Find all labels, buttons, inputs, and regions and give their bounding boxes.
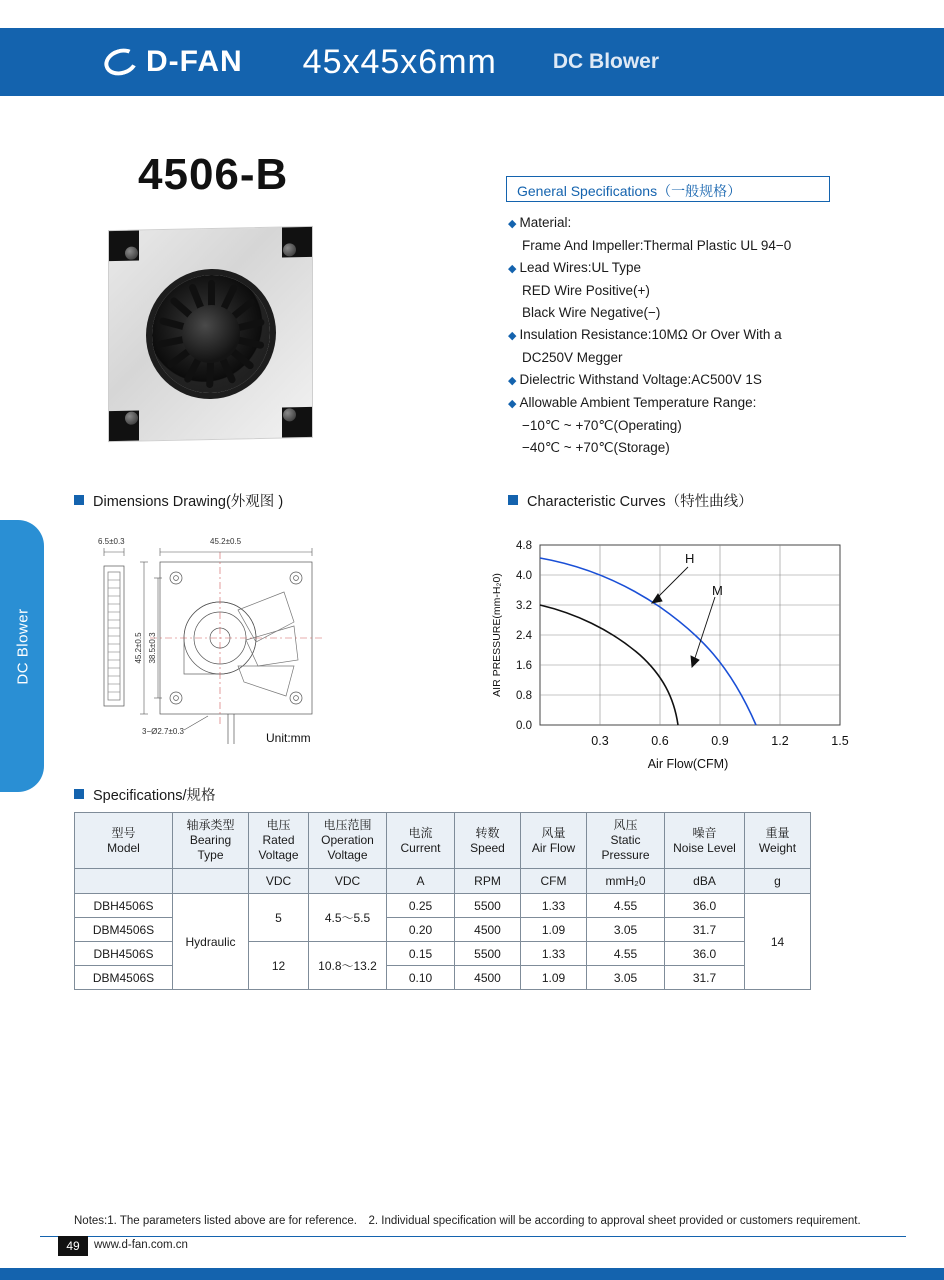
th-model	[75, 813, 173, 869]
cell-model: DBM4506S	[75, 966, 173, 990]
dimensions-section-heading	[74, 490, 283, 511]
bottom-bar	[0, 1268, 944, 1280]
dimensions-drawing	[88, 530, 448, 770]
cell-model: DBH4506S	[75, 942, 173, 966]
cell-speed: 4500	[455, 918, 521, 942]
x-tick: 0.3	[591, 734, 609, 748]
unit-operation-voltage: VDC	[309, 869, 387, 894]
gs-item: Lead Wires:UL Type	[519, 260, 642, 275]
specifications-section-heading	[74, 784, 216, 805]
cell-current: 0.25	[387, 894, 455, 918]
unit-current: A	[387, 869, 455, 894]
y-tick: 4.8	[516, 540, 532, 552]
blue-square-icon	[508, 495, 518, 505]
th-speed-en: Speed	[470, 840, 505, 855]
general-specifications-heading: General Specifications（一般规格）	[517, 183, 742, 199]
dim-width-label: 45.2±0.5	[210, 537, 242, 546]
cell-weight: 14	[745, 894, 811, 990]
cell-rated-voltage: 12	[249, 942, 309, 990]
cell-bearing: Hydraulic	[173, 894, 249, 990]
diamond-bullet-icon: ◆	[508, 263, 517, 275]
general-specifications-heading-box	[506, 176, 830, 202]
cell-noise: 31.7	[665, 966, 745, 990]
cell-pressure: 4.55	[587, 894, 665, 918]
diamond-bullet-icon: ◆	[508, 375, 517, 387]
th-rated-voltage-cn: 电压	[266, 818, 291, 832]
x-tick: 0.6	[651, 734, 669, 748]
page-header	[0, 28, 944, 96]
y-tick: 3.2	[516, 600, 532, 612]
brand-logo	[104, 45, 243, 79]
cell-operation-voltage: 4.5～5.5	[309, 894, 387, 942]
th-noise-cn: 噪音	[692, 825, 717, 840]
gs-item: −10℃ ~ +70℃(Operating)	[522, 418, 682, 433]
side-tab-label: DC Blower	[14, 608, 32, 685]
th-rated-voltage: 电压 Rated Voltage	[249, 813, 309, 869]
th-speed	[455, 813, 521, 869]
unit-pressure: mmH₂0	[587, 869, 665, 894]
gs-item: DC250V Megger	[522, 350, 623, 365]
table-header-row	[75, 813, 811, 869]
th-noise-en: Noise Level	[673, 840, 736, 855]
gs-item: Black Wire Negative(−)	[522, 305, 661, 320]
brand-name: D-FAN	[146, 45, 243, 78]
th-current-en: Current	[400, 840, 441, 855]
cell-current: 0.15	[387, 942, 455, 966]
product-photo	[108, 226, 313, 442]
cell-rated-voltage: 5	[249, 894, 309, 942]
dim-height-label: 45.2±0.5	[134, 632, 143, 664]
th-operation-voltage-cn: 电压范围	[323, 818, 372, 832]
impeller	[152, 274, 270, 394]
side-tab-dc-blower	[0, 520, 44, 792]
th-bearing-cn: 轴承类型	[186, 818, 235, 832]
cell-speed: 5500	[455, 942, 521, 966]
dim-thickness-label: 6.5±0.3	[98, 537, 125, 546]
page-subtitle: DC Blower	[552, 50, 660, 73]
cell-pressure: 3.05	[587, 918, 665, 942]
cell-noise: 36.0	[665, 942, 745, 966]
th-current-cn: 电流	[408, 825, 433, 840]
gs-item: Allowable Ambient Temperature Range:	[519, 395, 757, 410]
th-airflow	[521, 813, 587, 869]
unit-weight: g	[745, 869, 811, 894]
th-weight	[745, 813, 811, 869]
footer-divider	[40, 1236, 906, 1237]
cell-airflow: 1.09	[521, 966, 587, 990]
y-tick: 0.0	[516, 720, 532, 732]
page-title: 45x45x6mm	[302, 42, 497, 81]
cell-noise: 36.0	[665, 894, 745, 918]
gs-item: Dielectric Withstand Voltage:AC500V 1S	[519, 372, 762, 387]
y-axis-label: AIR PRESSURE(mm-H₂0)	[491, 573, 503, 697]
gs-item: Insulation Resistance:10MΩ Or Over With a	[519, 327, 782, 342]
cell-current: 0.20	[387, 918, 455, 942]
unit-speed: RPM	[455, 869, 521, 894]
y-tick: 1.6	[516, 660, 532, 672]
cell-speed: 4500	[455, 966, 521, 990]
th-bearing: 轴承类型 Bearing Type	[173, 813, 249, 869]
cell-airflow: 1.33	[521, 942, 587, 966]
x-tick: 0.9	[711, 734, 729, 748]
blue-square-icon	[74, 495, 84, 505]
th-pressure-cn: 风压	[613, 818, 638, 832]
x-axis-label: Air Flow(CFM)	[647, 757, 729, 771]
diamond-bullet-icon: ◆	[508, 330, 517, 342]
cell-model: DBM4506S	[75, 918, 173, 942]
cell-pressure: 4.55	[587, 942, 665, 966]
page-number-badge: 49	[58, 1236, 88, 1256]
fan-ellipse-icon	[101, 44, 141, 79]
dimensions-heading-label: Dimensions Drawing(外观图 )	[93, 494, 284, 510]
th-speed-cn: 转数	[475, 825, 500, 840]
general-specifications-list	[508, 212, 908, 459]
x-tick: 1.5	[831, 734, 849, 748]
th-current	[387, 813, 455, 869]
y-tick: 0.8	[516, 690, 532, 702]
th-weight-cn: 重量	[765, 825, 790, 840]
gs-item: RED Wire Positive(+)	[522, 283, 650, 298]
dim-pitch-label: 38.5±0.3	[148, 632, 157, 664]
th-weight-en: Weight	[758, 840, 797, 855]
curves-section-heading	[508, 490, 753, 511]
diamond-bullet-icon: ◆	[508, 398, 517, 410]
cell-airflow: 1.09	[521, 918, 587, 942]
th-airflow-cn: 风量	[541, 825, 566, 840]
table-row	[75, 894, 811, 918]
cell-speed: 5500	[455, 894, 521, 918]
gs-item: Frame And Impeller:Thermal Plastic UL 94−0	[522, 238, 792, 253]
th-operation-voltage: 电压范围 Operation Voltage	[309, 813, 387, 869]
blue-square-icon	[74, 789, 84, 799]
curve-label-m: M	[712, 583, 723, 598]
cell-noise: 31.7	[665, 918, 745, 942]
unit-model	[75, 869, 173, 894]
website-url: www.d-fan.com.cn	[94, 1239, 188, 1251]
specifications-table	[74, 812, 811, 990]
curves-heading-label: Characteristic Curves（特性曲线）	[527, 494, 753, 510]
th-noise	[665, 813, 745, 869]
diamond-bullet-icon: ◆	[508, 218, 517, 230]
y-tick: 2.4	[516, 630, 532, 642]
unit-label: Unit:mm	[266, 731, 311, 745]
gs-item: Material:	[519, 215, 572, 230]
gs-item: −40℃ ~ +70℃(Storage)	[522, 440, 670, 455]
unit-bearing	[173, 869, 249, 894]
cell-operation-voltage: 10.8～13.2	[309, 942, 387, 990]
x-tick: 1.2	[771, 734, 789, 748]
dim-holes-label: 3−Ø2.7±0.3	[142, 727, 184, 736]
th-model-en: Model	[107, 840, 140, 855]
motor-hub	[182, 304, 240, 363]
th-pressure: 风压 Static Pressure	[587, 813, 665, 869]
curve-label-h: H	[685, 551, 695, 566]
notes-text: Notes:1. The parameters listed above are for reference. 2. Individual specification will be according to approval sheet provided or customers requirement.	[74, 1215, 861, 1227]
cell-current: 0.10	[387, 966, 455, 990]
model-title: 4506-B	[138, 150, 289, 199]
top-white-strip	[0, 0, 944, 28]
characteristic-curves-chart	[470, 525, 900, 785]
th-model-cn: 型号	[111, 825, 136, 840]
cell-airflow: 1.33	[521, 894, 587, 918]
unit-airflow: CFM	[521, 869, 587, 894]
unit-rated-voltage: VDC	[249, 869, 309, 894]
specifications-heading-label: Specifications/规格	[93, 788, 216, 804]
y-tick: 4.0	[516, 570, 532, 582]
cell-pressure: 3.05	[587, 966, 665, 990]
cell-model: DBH4506S	[75, 894, 173, 918]
table-units-row	[75, 869, 811, 894]
th-airflow-en: Air Flow	[531, 840, 576, 855]
unit-noise: dBA	[665, 869, 745, 894]
